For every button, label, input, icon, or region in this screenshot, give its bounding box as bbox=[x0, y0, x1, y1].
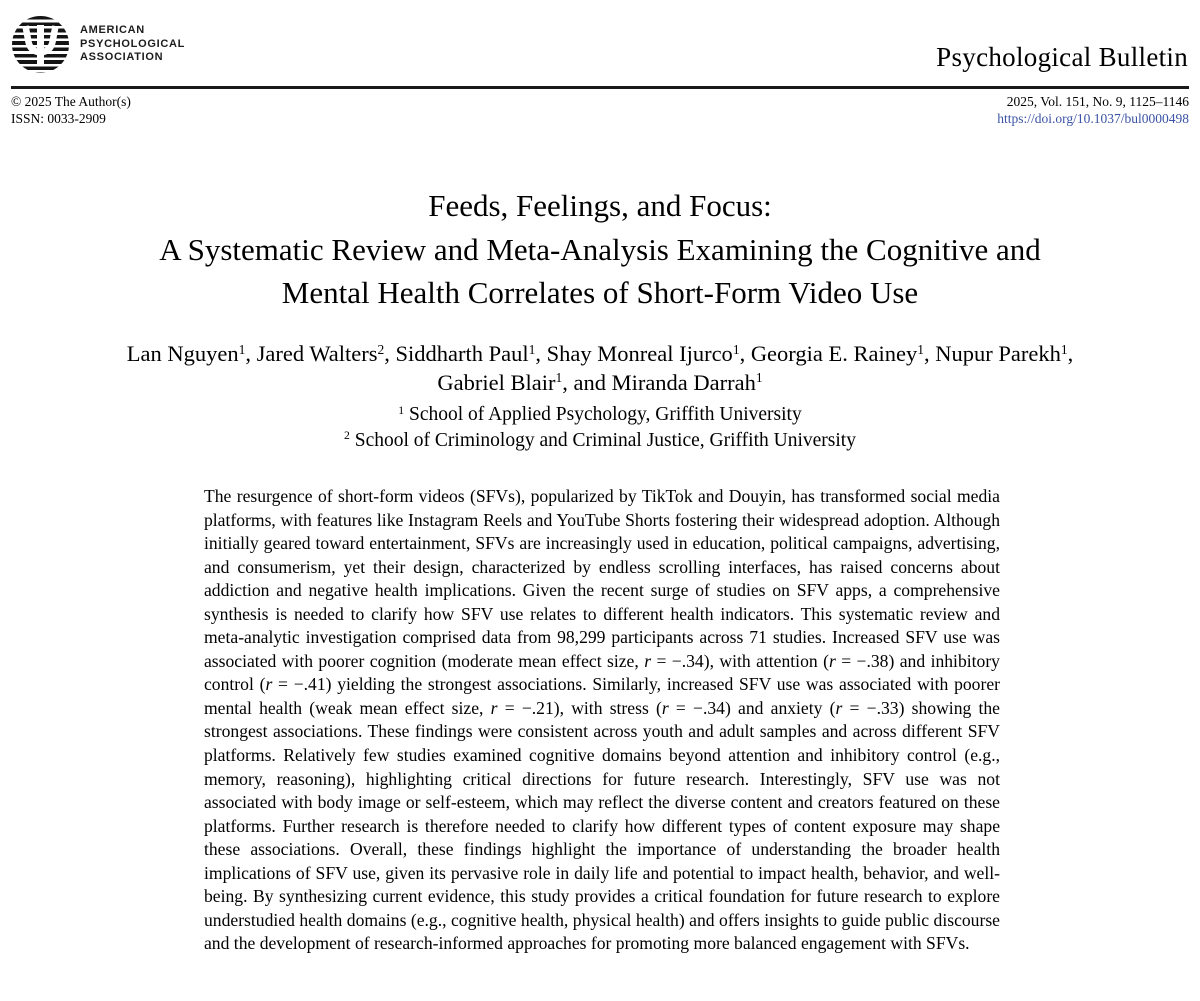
article-title-line3: Mental Health Correlates of Short-Form Video Use bbox=[281, 275, 919, 310]
copyright-line: © 2025 The Author(s) bbox=[11, 94, 131, 109]
apa-logo-text-line1: AMERICAN bbox=[80, 24, 145, 37]
author-line2: Gabriel Blair$^1$, and Miranda Darrah$^1$ bbox=[437, 369, 763, 395]
apa-logo-text-line2: PSYCHOLOGICAL bbox=[80, 37, 186, 50]
affiliation-line1: $^1$ School of Applied Psychology, Griffith University bbox=[398, 403, 802, 425]
header-divider bbox=[11, 86, 1189, 89]
abstract-text: The resurgence of short-form videos (SFVs), popularized by TikTok and Douyin, has transformed social media platforms, with features like Instagram Reels and YouTube Shorts fostering their widespread adoption. Although initially geared toward entertainment, SFVs are increasingly used in education, political campaigns, advertising, and consumerism, yet their design, characterized by endless scrolling interfaces, has raised concerns about addiction and negative health implications. Given the recent surge of studies on SFV apps, a comprehensive synthesis is needed to clarify how SFV use relates to different health indicators. This systematic review and meta-analytic investigation comprised data from 98,299 participants across 71 studies. Increased SFV use was associated with poorer cognition (moderate mean effect size, r = −.34), with attention (r = −.38) and inhibitory control (r = −.41) yielding the strongest associations. Similarly, increased SFV use was associated with poorer mental health (weak mean effect size, r = −.21), with stress (r = −.34) and anxiety (r = −.33) showing the strongest associations. These findings were consistent across youth and adult samples and across different SFV platforms. Relatively few studies examined cognitive domains beyond attention and inhibitory control (e.g., memory, reasoning), highlighting critical directions for future research. Interestingly, SFV use was not associated with body image or self-esteem, which may reflect the diverse content and creators featured on these platforms. Further research is therefore needed to clarify how different types of content exposure may shape these associations. Overall, these findings highlight the importance of understanding the broader health implications of SFV use, given its pervasive role in daily life and potential to impact health, behavior, and well-being. By synthesizing current evidence, this study provides a critical foundation for future research to explore understudied health domains (e.g., cognitive health, physical health) and offers insights to guide public discourse and the development of research-informed approaches for promoting more balanced engagement with SFVs. bbox=[204, 486, 1001, 954]
issue-block bbox=[997, 93, 1189, 127]
apa-logo bbox=[12, 16, 185, 73]
author-list bbox=[0, 340, 1200, 397]
journal-name: Psychological Bulletin bbox=[936, 42, 1188, 72]
article-title-line1: Feeds, Feelings, and Focus: bbox=[428, 188, 772, 223]
volume-issue-line: 2025, Vol. 151, No. 9, 1125–1146 bbox=[1006, 94, 1189, 109]
copyright-block bbox=[11, 93, 131, 127]
affiliation-list bbox=[0, 402, 1200, 453]
apa-psi-icon bbox=[12, 16, 69, 73]
doi-link[interactable]: https://doi.org/10.1037/bul0000498 bbox=[997, 111, 1189, 126]
apa-logo-text bbox=[80, 24, 185, 65]
author-line1: Lan Nguyen$^1$, Jared Walters$^2$, Siddharth Paul$^1$, Shay Monreal Ijurco$^1$, Georgia E. Rainey$^1$, Nupur Parekh$^1$, bbox=[126, 341, 1074, 366]
apa-logo-text-line3: ASSOCIATION bbox=[80, 51, 164, 64]
affiliation-line2: $^2$ School of Criminology and Criminal Justice, Griffith University bbox=[344, 429, 856, 451]
issn-line: ISSN: 0033-2909 bbox=[11, 111, 106, 126]
article-title bbox=[0, 184, 1200, 315]
article-title-line2: A Systematic Review and Meta-Analysis Examining the Cognitive and bbox=[159, 231, 1041, 267]
